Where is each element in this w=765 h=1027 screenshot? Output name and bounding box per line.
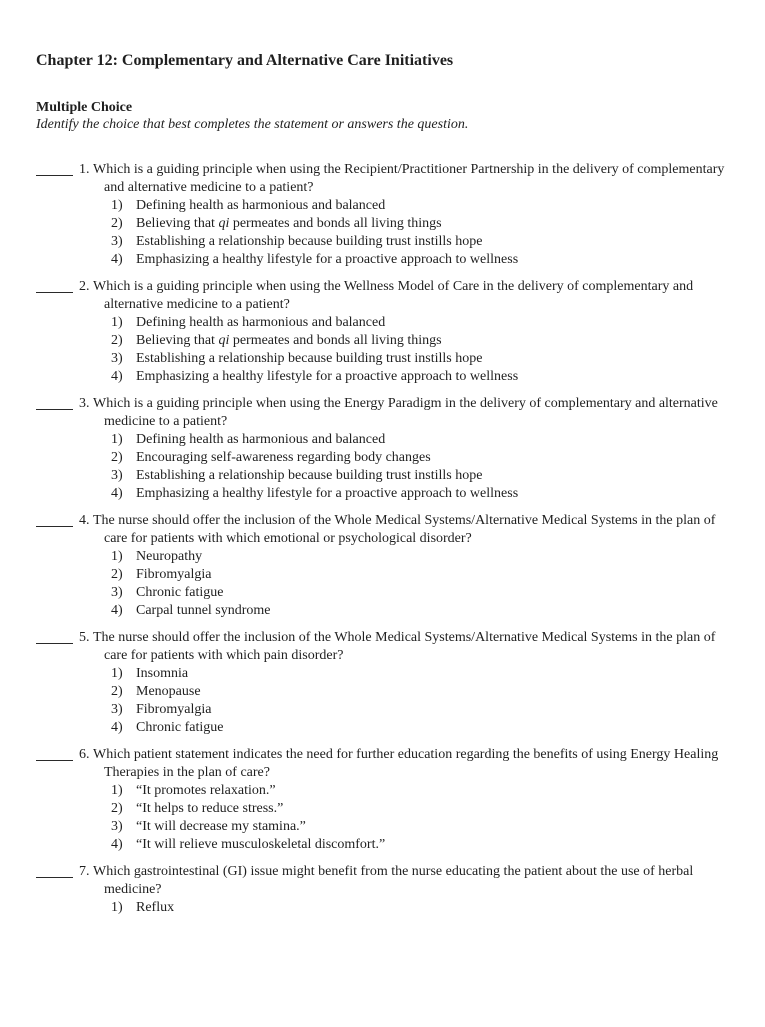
- question-stem: [79, 278, 737, 314]
- option-number: 3): [111, 702, 123, 717]
- option-number: 3): [111, 351, 123, 366]
- option-row: [111, 233, 737, 251]
- page-title: Chapter 12: Complementary and Alternative Care Initiatives: [36, 52, 454, 69]
- question-body: [79, 278, 737, 386]
- option-row: [111, 782, 737, 800]
- option-number: 4): [111, 252, 123, 267]
- option-text-pre: Believing that: [136, 333, 219, 348]
- question-stem: [79, 161, 737, 197]
- option-number: 2): [111, 216, 123, 231]
- option-text: Emphasizing a healthy lifestyle for a proactive approach to wellness: [136, 369, 519, 384]
- options-list: [111, 431, 737, 503]
- options-list: [111, 899, 737, 917]
- option-number: 4): [111, 603, 123, 618]
- option-number: 3): [111, 468, 123, 483]
- option-number: 1): [111, 549, 123, 564]
- question-stem: [79, 512, 737, 548]
- option-text: Encouraging self-awareness regarding body changes: [136, 450, 431, 465]
- option-number: 1): [111, 666, 123, 681]
- option-text: Fibromyalgia: [136, 567, 212, 582]
- answer-blank: [36, 161, 73, 176]
- option-number: 3): [111, 234, 123, 249]
- option-number: 1): [111, 315, 123, 330]
- option-text: Insomnia: [136, 666, 189, 681]
- answer-blank: [36, 395, 73, 410]
- question-block: [36, 863, 737, 917]
- option-row: [111, 584, 737, 602]
- question-stem: [79, 629, 737, 665]
- question-body: [79, 629, 737, 737]
- options-list: [111, 197, 737, 269]
- option-text: Defining health as harmonious and balanced: [136, 432, 386, 447]
- question-block: [36, 746, 737, 854]
- option-number: 2): [111, 684, 123, 699]
- option-number: 3): [111, 585, 123, 600]
- question-number: 7.: [79, 864, 90, 879]
- option-text: Establishing a relationship because building trust instills hope: [136, 234, 483, 249]
- answer-blank: [36, 512, 73, 527]
- question-block: [36, 278, 737, 386]
- options-list: [111, 548, 737, 620]
- question-body: [79, 863, 737, 917]
- question-body: [79, 746, 737, 854]
- option-text: “It promotes relaxation.”: [136, 783, 276, 798]
- question-text: The nurse should offer the inclusion of the Whole Medical Systems/Alternative Medical Systems in the plan of care for patients with which pain disorder?: [93, 630, 716, 663]
- question-number: 1.: [79, 162, 90, 177]
- options-list: [111, 314, 737, 386]
- question-text: Which is a guiding principle when using the Recipient/Practitioner Partnership in the delivery of complementary and alternative medicine to a patient?: [93, 162, 725, 195]
- option-number: 2): [111, 567, 123, 582]
- question-number: 6.: [79, 747, 90, 762]
- option-text: Carpal tunnel syndrome: [136, 603, 271, 618]
- answer-blank: [36, 746, 73, 761]
- option-number: 1): [111, 900, 123, 915]
- option-row: [111, 314, 737, 332]
- option-number: 4): [111, 720, 123, 735]
- section-heading: Multiple Choice: [36, 100, 133, 115]
- option-text-post: permeates and bonds all living things: [229, 216, 442, 231]
- question-block: [36, 629, 737, 737]
- option-text-italic: qi: [218, 216, 230, 231]
- option-row: [111, 251, 737, 269]
- option-text: Establishing a relationship because building trust instills hope: [136, 351, 483, 366]
- option-text: “It will relieve musculoskeletal discomfort.”: [136, 837, 386, 852]
- question-text: Which gastrointestinal (GI) issue might benefit from the nurse educating the patient about the use of herbal medicine?: [93, 864, 694, 897]
- question-text: Which is a guiding principle when using the Wellness Model of Care in the delivery of complementary and alternative medicine to a patient?: [93, 279, 694, 312]
- option-number: 4): [111, 369, 123, 384]
- question-text: Which patient statement indicates the need for further education regarding the benefits of using Energy Healing Therapies in the plan of care?: [93, 747, 719, 780]
- option-number: 4): [111, 486, 123, 501]
- answer-blank: [36, 863, 73, 878]
- options-list: [111, 665, 737, 737]
- option-row: [111, 350, 737, 368]
- option-row: [111, 836, 737, 854]
- question-block: [36, 161, 737, 269]
- question-body: [79, 161, 737, 269]
- instruction-text: Identify the choice that best completes the statement or answers the question.: [36, 117, 469, 132]
- option-row: [111, 665, 737, 683]
- question-stem: [79, 863, 737, 899]
- option-number: 2): [111, 450, 123, 465]
- question-block: [36, 395, 737, 503]
- option-row: [111, 332, 737, 350]
- question-block: [36, 512, 737, 620]
- option-number: 4): [111, 837, 123, 852]
- answer-blank: [36, 629, 73, 644]
- option-row: [111, 899, 737, 917]
- option-text: Reflux: [136, 900, 175, 915]
- option-text-post: permeates and bonds all living things: [229, 333, 442, 348]
- option-text: Chronic fatigue: [136, 585, 224, 600]
- option-row: [111, 485, 737, 503]
- option-text: “It will decrease my stamina.”: [136, 819, 306, 834]
- question-number: 2.: [79, 279, 90, 294]
- option-text: Neuropathy: [136, 549, 203, 564]
- option-text-pre: Believing that: [136, 216, 219, 231]
- option-text: Establishing a relationship because building trust instills hope: [136, 468, 483, 483]
- option-row: [111, 566, 737, 584]
- option-row: [111, 548, 737, 566]
- option-row: [111, 818, 737, 836]
- option-text: Emphasizing a healthy lifestyle for a proactive approach to wellness: [136, 252, 519, 267]
- option-number: 1): [111, 198, 123, 213]
- option-row: [111, 449, 737, 467]
- option-row: [111, 719, 737, 737]
- option-row: [111, 431, 737, 449]
- question-stem: [79, 395, 737, 431]
- option-row: [111, 197, 737, 215]
- option-text: Fibromyalgia: [136, 702, 212, 717]
- question-body: [79, 512, 737, 620]
- answer-blank: [36, 278, 73, 293]
- question-number: 4.: [79, 513, 90, 528]
- option-text: Defining health as harmonious and balanced: [136, 198, 386, 213]
- question-number: 5.: [79, 630, 90, 645]
- option-row: [111, 467, 737, 485]
- option-text: [136, 216, 442, 231]
- option-row: [111, 215, 737, 233]
- option-row: [111, 800, 737, 818]
- option-number: 1): [111, 432, 123, 447]
- option-number: 3): [111, 819, 123, 834]
- question-number: 3.: [79, 396, 90, 411]
- option-number: 2): [111, 801, 123, 816]
- option-text-italic: qi: [218, 333, 230, 348]
- option-text: Chronic fatigue: [136, 720, 224, 735]
- option-row: [111, 602, 737, 620]
- option-number: 2): [111, 333, 123, 348]
- option-text: Menopause: [136, 684, 201, 699]
- question-text: The nurse should offer the inclusion of the Whole Medical Systems/Alternative Medical Systems in the plan of care for patients with which emotional or psychological disorder?: [93, 513, 716, 546]
- option-text: Defining health as harmonious and balanced: [136, 315, 386, 330]
- options-list: [111, 782, 737, 854]
- option-row: [111, 683, 737, 701]
- option-text: [136, 333, 442, 348]
- question-text: Which is a guiding principle when using the Energy Paradigm in the delivery of complementary and alternative medicine to a patient?: [93, 396, 718, 429]
- question-stem: [79, 746, 737, 782]
- option-number: 1): [111, 783, 123, 798]
- question-body: [79, 395, 737, 503]
- option-row: [111, 701, 737, 719]
- option-row: [111, 368, 737, 386]
- option-text: Emphasizing a healthy lifestyle for a proactive approach to wellness: [136, 486, 519, 501]
- option-text: “It helps to reduce stress.”: [136, 801, 284, 816]
